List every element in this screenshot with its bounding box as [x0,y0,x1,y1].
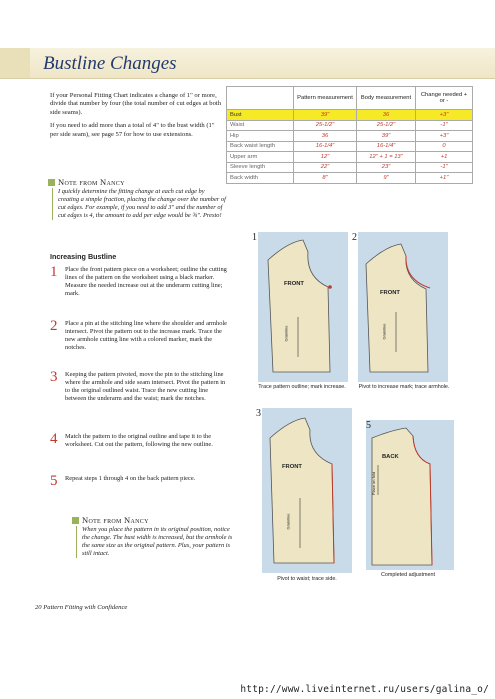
figure-caption: Trace pattern outline; mark increase. [258,384,346,390]
pattern-value: 36 [294,131,357,142]
measurement-table [226,86,473,184]
change-value: 0 [416,141,473,152]
table-header: Body measurement [357,87,416,110]
table-row [227,173,473,184]
table-row [227,162,473,173]
table-header [227,87,294,110]
table-row [227,120,473,131]
row-label: Waist [227,120,294,131]
body-value: 25-1/2" [357,120,416,131]
pattern-label: BACK [382,454,399,460]
note-from-nancy-1 [48,178,226,220]
figure-number: 3 [256,408,261,419]
pattern-value: 8" [294,173,357,184]
pattern-value: 16-1/4" [294,141,357,152]
figure-caption: Pivot to waist; trace side. [277,576,337,582]
note-square-icon [48,179,55,186]
section-heading: Increasing Bustline [50,252,117,261]
grainline-label: Grainline [381,323,387,340]
step-item [50,371,230,403]
step-item [50,433,230,449]
pattern-label: FRONT [282,464,302,470]
step-number: 3 [50,369,58,385]
table-row [227,110,473,121]
figure-number: 2 [352,232,357,243]
note-body: When you place the pattern in its original position, notice the change. The bust width is increased, but the armhole is the same size as the original pattern. Plus, your pattern is still intact. [76,526,238,558]
pattern-value: 25-1/2" [294,120,357,131]
row-label: Hip [227,131,294,142]
row-label: Bust [227,110,294,121]
step-number: 1 [50,264,58,280]
row-label: Upper arm [227,152,294,163]
pattern-label: FRONT [284,281,304,287]
step-text: Place the front pattern piece on a worksheet; outline the cutting lines of the pattern on the worksheet using a black marker. Measure the needed increase out at the underarm cutting line; mark. [65,266,227,297]
pattern-diagram [252,408,352,573]
note-square-icon [72,517,79,524]
step-number: 5 [50,473,58,489]
body-value: 23" [357,162,416,173]
step-text: Match the pattern to the original outline and tape it to the worksheet. Cut out the pattern, following the new outline. [65,433,213,448]
row-label: Back waist length [227,141,294,152]
note-from-nancy-2 [72,516,238,558]
figure-caption: Pivot to increase mark; trace armhole. [358,384,450,390]
step-text: Keeping the pattern pivoted, move the pin to the stitching line where the armhole and side seam intersect. Pivot the pattern in to the original outlined waist. Trace the new cutting line between the underarm and the waist; mark the notches. [65,371,226,402]
pattern-diagram [348,232,448,382]
pattern-value: 22" [294,162,357,173]
banner-accent-bar [0,48,30,78]
pattern-label: FRONT [380,290,400,296]
table-row [227,131,473,142]
change-value: -1" [416,162,473,173]
table-header: Change needed + or - [416,87,473,110]
pattern-value: 12" [294,152,357,163]
step-item [50,266,230,298]
row-label: Sleeve length [227,162,294,173]
pattern-diagram [248,232,348,382]
change-value: +1 [416,152,473,163]
intro-text [50,92,222,144]
step-number: 4 [50,431,58,447]
note-heading: Note from Nancy [58,177,125,187]
grainline-label: Grainline [285,513,291,530]
body-value: 9" [357,173,416,184]
note-body: I quickly determine the fitting change at each cut edge by creating a simple fraction, placing the change over the number of cut edges. For example, if you need to add 3" and the number of cut edges is 4, the amount to add per edge would be ¾". Presto! [52,188,226,220]
change-value: -1" [416,120,473,131]
row-label: Back width [227,173,294,184]
intro-paragraph: If your Personal Fitting Chart indicates a change of 1" or more, divide that number by four (the total number of cut edges at both side seams). [50,92,222,116]
note-heading: Note from Nancy [82,515,149,525]
grainline-label: Grainline [283,325,289,342]
body-value: 16-1/4" [357,141,416,152]
body-value: 39" [357,131,416,142]
figure-number: 5 [366,420,371,431]
change-value: +3" [416,131,473,142]
table-header-row [227,87,473,110]
pattern-value: 39" [294,110,357,121]
change-value: +3" [416,110,473,121]
page-title: Bustline Changes [43,53,177,74]
intro-paragraph: If you need to add more than a total of 4" to the bust width (1" per side seam), see page 57 for how to use extensions. [50,122,215,138]
step-text: Repeat steps 1 through 4 on the back pattern piece. [65,475,196,482]
page-footer: 20 Pattern Fitting with Confidence [35,604,128,611]
figure-2 [348,232,448,402]
step-item [50,320,230,352]
body-value: 12" + 1 = 13" [357,152,416,163]
body-value: 36 [357,110,416,121]
figure-number: 1 [252,232,257,243]
table-header: Pattern measurement [294,87,357,110]
watermark-url: http://www.liveinternet.ru/users/galina_o/ [240,684,489,695]
change-value: +1" [416,173,473,184]
figure-caption: Completed adjustment [381,572,435,578]
figure-3 [252,408,352,588]
step-number: 2 [50,318,58,334]
figure-5 [358,420,458,585]
table-row [227,141,473,152]
table-row [227,152,473,163]
figure-1 [248,232,348,402]
grainline-label: Place on fold [371,471,377,496]
step-item [50,473,230,489]
step-text: Place a pin at the stitching line where the shoulder and armhole intersect. Pivot the pattern out to the increase mark. Trace the new armhole cutting line with a colored marker, mark the notches. [65,320,228,351]
